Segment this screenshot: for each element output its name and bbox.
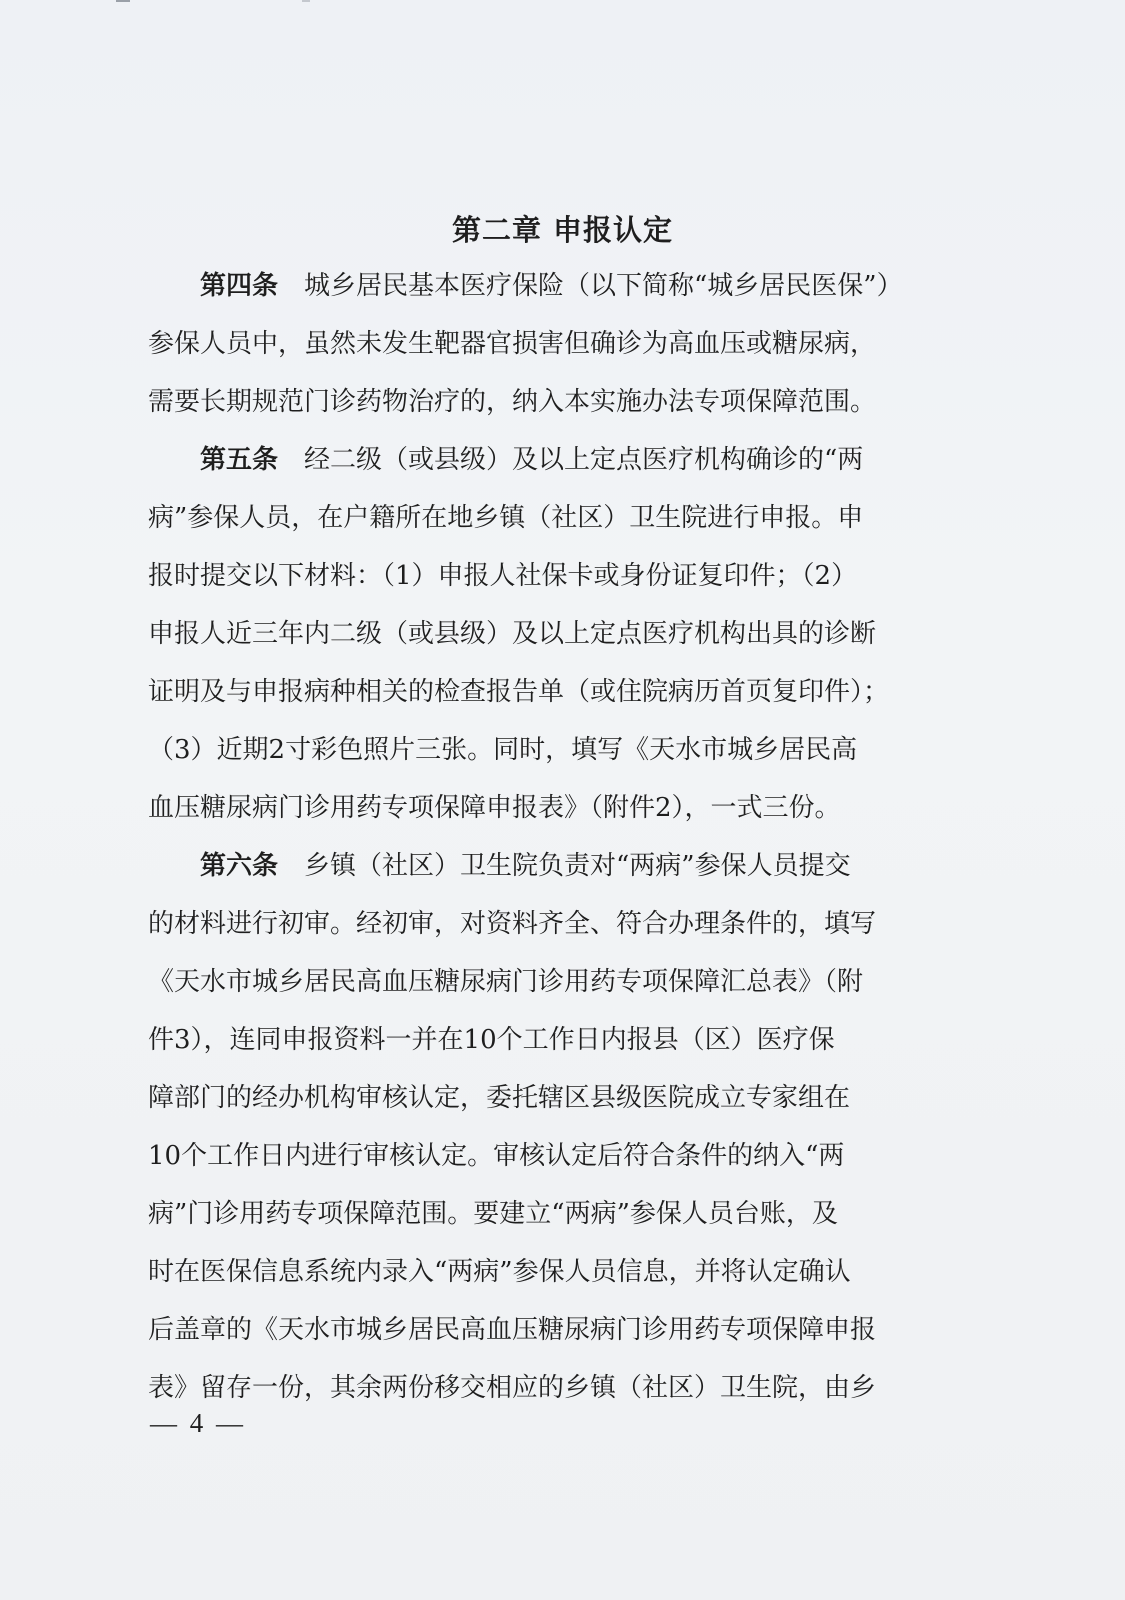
article-6-line: 障部门的经办机构审核认定，委托辖区县级医院成立专家组在 bbox=[148, 1083, 851, 1113]
article-4-line: 参保人员中，虽然未发生靶器官损害但确诊为高血压或糖尿病， bbox=[148, 329, 877, 359]
article-5-line: 报时提交以下材料：（1）申报人社保卡或身份证复印件；（2） bbox=[148, 561, 858, 591]
article-5-line: 血压糖尿病门诊用药专项保障申报表》（附件2），一式三份。 bbox=[148, 793, 841, 823]
article-6-line: 件3），连同申报资料一并在10个工作日内报县（区）医疗保 bbox=[148, 1025, 835, 1055]
article-4-line: 需要长期规范门诊药物治疗的，纳入本实施办法专项保障范围。 bbox=[148, 387, 877, 417]
article-6-line: 的材料进行初审。经初审，对资料齐全、符合办理条件的，填写 bbox=[148, 909, 877, 939]
article-5-line: 申报人近三年内二级（或县级）及以上定点医疗机构出具的诊断 bbox=[148, 619, 877, 649]
article-4-first-line bbox=[200, 256, 968, 316]
article-6-line: 表》留存一份，其余两份移交相应的乡镇（社区）卫生院，由乡 bbox=[148, 1373, 877, 1403]
article-6-line: 10个工作日内进行审核认定。审核认定后符合条件的纳入“两 bbox=[148, 1141, 845, 1171]
article-text: 经二级（或县级）及以上定点医疗机构确诊的“两 bbox=[304, 445, 864, 475]
chapter-title: 第二章 申报认定 bbox=[451, 213, 674, 247]
article-6-line: 后盖章的《天水市城乡居民高血压糖尿病门诊用药专项保障申报 bbox=[148, 1315, 877, 1345]
article-6-first-line bbox=[200, 836, 968, 896]
article-5-line: 证明及与申报病种相关的检查报告单（或住院病历首页复印件）； bbox=[148, 677, 890, 707]
article-label: 第四条 bbox=[200, 271, 279, 301]
scan-speck bbox=[302, 0, 310, 2]
article-5-line: （3）近期2寸彩色照片三张。同时，填写《天水市城乡居民高 bbox=[148, 735, 858, 765]
article-5-line: 病”参保人员，在户籍所在地乡镇（社区）卫生院进行申报。申 bbox=[148, 503, 864, 533]
article-text: 城乡居民基本医疗保险（以下简称“城乡居民医保”） bbox=[304, 271, 903, 301]
article-text: 乡镇（社区）卫生院负责对“两病”参保人员提交 bbox=[304, 851, 851, 881]
article-label: 第六条 bbox=[200, 851, 279, 881]
page-number: — 4 — bbox=[150, 1408, 246, 1438]
scan-specks bbox=[110, 0, 310, 3]
article-6-line: 时在医保信息系统内录入“两病”参保人员信息，并将认定确认 bbox=[148, 1257, 851, 1287]
article-label: 第五条 bbox=[200, 445, 279, 475]
article-5-first-line bbox=[200, 430, 968, 490]
scan-speck bbox=[116, 0, 130, 2]
article-6-line: 《天水市城乡居民高血压糖尿病门诊用药专项保障汇总表》（附 bbox=[148, 967, 864, 997]
article-6-line: 病”门诊用药专项保障范围。要建立“两病”参保人员台账，及 bbox=[148, 1199, 838, 1229]
